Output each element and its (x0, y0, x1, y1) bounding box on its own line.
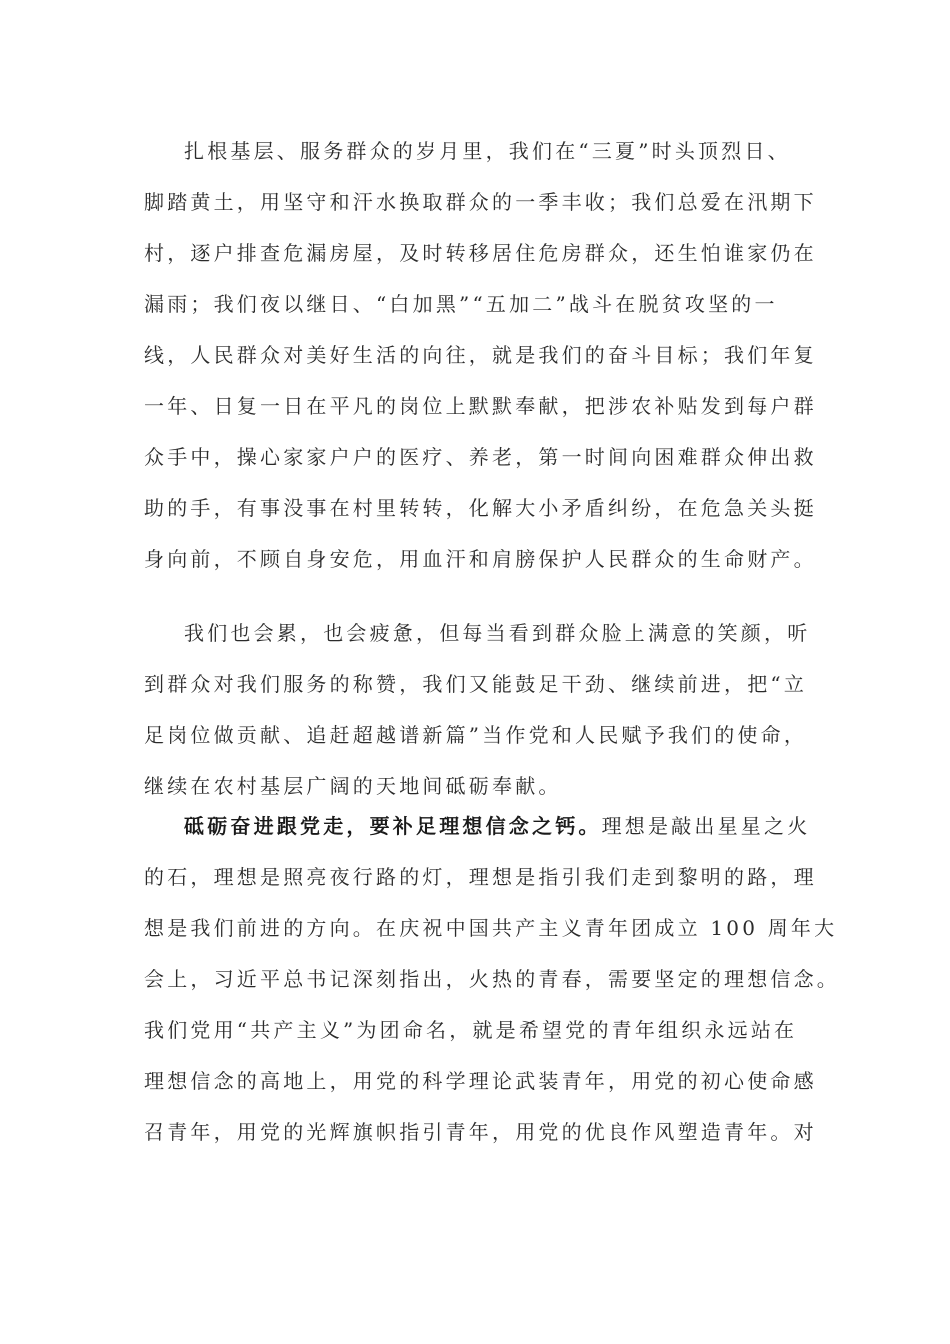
text-line: 身向前，不顾自身安危，用血汗和肩膀保护人民群众的生命财产。 (144, 547, 817, 571)
text-line: 会上，习近平总书记深刻指出，火热的青春，需要坚定的理想信念。 (144, 967, 840, 991)
text-line: 到群众对我们服务的称赞，我们又能鼓足干劲、继续前进，把“立 (144, 672, 808, 696)
paragraph-grassroots-service (144, 126, 817, 585)
text-line: 线，人民群众对美好生活的向往，就是我们的奋斗目标；我们年复 (144, 343, 817, 367)
text-line: 理想信念的高地上，用党的科学理论武装青年，用党的初心使命感 (144, 1069, 817, 1093)
text-line: 村，逐户排查危漏房屋，及时转移居住危房群众，还生怕谁家仍在 (144, 241, 817, 265)
text-line: 的石，理想是照亮夜行路的灯，理想是指引我们走到黎明的路，理 (144, 865, 817, 889)
text-line (144, 801, 810, 852)
text-line: 漏雨；我们夜以继日、“白加黑”“五加二”战斗在脱贫攻坚的一 (144, 292, 778, 316)
text-line: 我们党用“共产主义”为团命名，就是希望党的青年组织永远站在 (144, 1018, 798, 1042)
paragraph-ideals-faith (144, 801, 840, 1158)
text-line: 扎根基层、服务群众的岁月里，我们在“三夏”时头顶烈日、 (184, 139, 791, 163)
text-line: 助的手，有事没事在村里转转，化解大小矛盾纠纷，在危急关头挺 (144, 496, 817, 520)
text-line: 足岗位做贡献、追赶超越谱新篇”当作党和人民赋予我们的使命， (144, 723, 808, 747)
text-line: 继续在农村基层广阔的天地间砥砺奉献。 (144, 774, 562, 798)
text-line: 脚踏黄土，用坚守和汗水换取群众的一季丰收；我们总爱在汛期下 (144, 190, 817, 214)
text-line: 召青年，用党的光辉旗帜指引青年，用党的优良作风塑造青年。对 (144, 1120, 817, 1144)
text-line: 想是我们前进的方向。在庆祝中国共产主义青年团成立 100 周年大 (144, 916, 838, 940)
section-heading: 砥砺奋进跟党走，要补足理想信念之钙。 (184, 814, 602, 838)
text-line: 一年、日复一日在平凡的岗位上默默奉献，把涉农补贴发到每户群 (144, 394, 817, 418)
text-line: 我们也会累，也会疲惫，但每当看到群众脸上满意的笑颜，听 (184, 621, 811, 645)
text-line: 众手中，操心家家户户的医疗、养老，第一时间向困难群众伸出救 (144, 445, 817, 469)
heading-line-rest: 理想是敲出星星之火 (601, 814, 811, 838)
paragraph-dedication (144, 608, 810, 812)
